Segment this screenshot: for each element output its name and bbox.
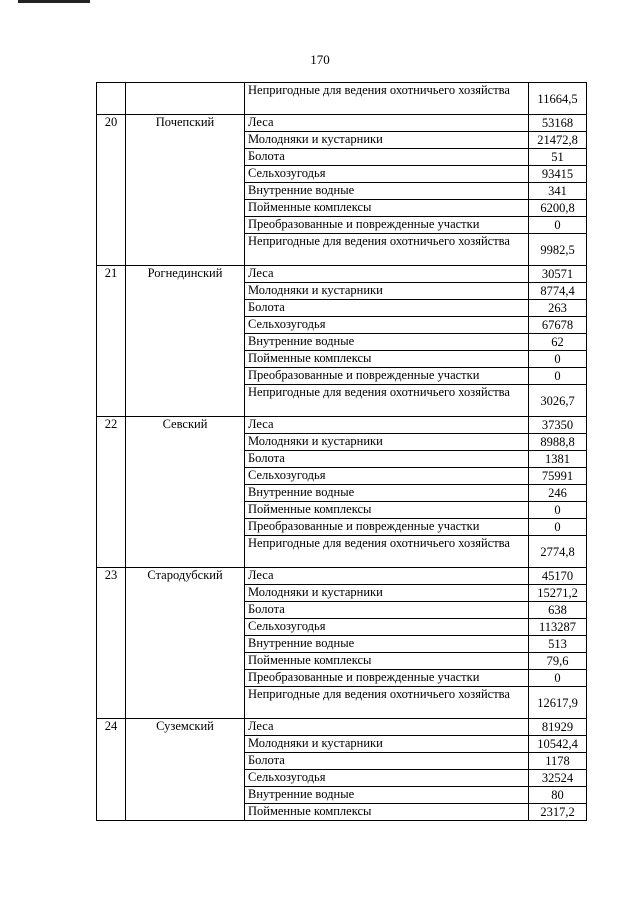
- table-row: [97, 417, 587, 434]
- land-category: Леса: [245, 719, 529, 736]
- area-value: 15271,2: [529, 585, 587, 602]
- area-value: 11664,5: [529, 83, 587, 115]
- land-category: Внутренние водные: [245, 485, 529, 502]
- land-category: Внутренние водные: [245, 183, 529, 200]
- table-row: [97, 568, 587, 585]
- land-category: Леса: [245, 115, 529, 132]
- area-value: 32524: [529, 770, 587, 787]
- area-value: 2317,2: [529, 804, 587, 821]
- district-number: 22: [97, 417, 126, 568]
- district-name: Рогнединский: [126, 266, 245, 417]
- scan-edge-mark: [18, 0, 90, 3]
- district-number: 23: [97, 568, 126, 719]
- area-value: 21472,8: [529, 132, 587, 149]
- area-value: 1381: [529, 451, 587, 468]
- table-row: [97, 266, 587, 283]
- area-value: 67678: [529, 317, 587, 334]
- land-category: Внутренние водные: [245, 334, 529, 351]
- area-value: 638: [529, 602, 587, 619]
- land-category: Внутренние водные: [245, 636, 529, 653]
- area-value: 246: [529, 485, 587, 502]
- area-value: 80: [529, 787, 587, 804]
- land-category: Болота: [245, 451, 529, 468]
- table-row: [97, 83, 587, 115]
- land-category: Молодняки и кустарники: [245, 585, 529, 602]
- land-category: Леса: [245, 568, 529, 585]
- district-name: Суземский: [126, 719, 245, 821]
- area-value: 6200,8: [529, 200, 587, 217]
- area-value: 53168: [529, 115, 587, 132]
- land-category-table: [96, 82, 587, 821]
- district-name: Почепский: [126, 115, 245, 266]
- land-category: Сельхозугодья: [245, 317, 529, 334]
- land-category: Преобразованные и поврежденные участки: [245, 670, 529, 687]
- area-value: 9982,5: [529, 234, 587, 266]
- area-value: 45170: [529, 568, 587, 585]
- area-value: 37350: [529, 417, 587, 434]
- area-value: 12617,9: [529, 687, 587, 719]
- land-category: Непригодные для ведения охотничьего хозяйства: [245, 385, 529, 417]
- land-category: Преобразованные и поврежденные участки: [245, 368, 529, 385]
- area-value: 93415: [529, 166, 587, 183]
- area-value: 0: [529, 351, 587, 368]
- land-category: Сельхозугодья: [245, 166, 529, 183]
- land-category: Преобразованные и поврежденные участки: [245, 217, 529, 234]
- page-number: 170: [310, 52, 330, 67]
- land-category: Пойменные комплексы: [245, 502, 529, 519]
- area-value: 3026,7: [529, 385, 587, 417]
- land-category: Сельхозугодья: [245, 770, 529, 787]
- table-row: [97, 719, 587, 736]
- land-category: Непригодные для ведения охотничьего хозяйства: [245, 83, 529, 115]
- area-value: 81929: [529, 719, 587, 736]
- district-name: [126, 83, 245, 115]
- area-value: 51: [529, 149, 587, 166]
- area-value: 2774,8: [529, 536, 587, 568]
- land-category: Молодняки и кустарники: [245, 283, 529, 300]
- area-value: 75991: [529, 468, 587, 485]
- area-value: 0: [529, 502, 587, 519]
- district-number: 20: [97, 115, 126, 266]
- land-category: Леса: [245, 417, 529, 434]
- area-value: 513: [529, 636, 587, 653]
- land-category: Леса: [245, 266, 529, 283]
- land-category: Сельхозугодья: [245, 468, 529, 485]
- area-value: 263: [529, 300, 587, 317]
- land-category: Пойменные комплексы: [245, 351, 529, 368]
- land-category: Пойменные комплексы: [245, 804, 529, 821]
- table-body: [97, 83, 587, 821]
- district-name: Стародубский: [126, 568, 245, 719]
- area-value: 341: [529, 183, 587, 200]
- area-value: 1178: [529, 753, 587, 770]
- land-category: Болота: [245, 602, 529, 619]
- area-value: 62: [529, 334, 587, 351]
- area-value: 8774,4: [529, 283, 587, 300]
- land-category: Пойменные комплексы: [245, 200, 529, 217]
- land-category: Сельхозугодья: [245, 619, 529, 636]
- land-category: Молодняки и кустарники: [245, 736, 529, 753]
- area-value: 8988,8: [529, 434, 587, 451]
- area-value: 30571: [529, 266, 587, 283]
- land-category: Болота: [245, 149, 529, 166]
- area-value: 0: [529, 368, 587, 385]
- land-category: Преобразованные и поврежденные участки: [245, 519, 529, 536]
- land-category: Молодняки и кустарники: [245, 434, 529, 451]
- land-category: Непригодные для ведения охотничьего хозяйства: [245, 536, 529, 568]
- land-category: Внутренние водные: [245, 787, 529, 804]
- area-value: 79,6: [529, 653, 587, 670]
- district-number: 24: [97, 719, 126, 821]
- area-value: 0: [529, 217, 587, 234]
- area-value: 10542,4: [529, 736, 587, 753]
- area-value: 0: [529, 670, 587, 687]
- district-name: Севский: [126, 417, 245, 568]
- land-category: Непригодные для ведения охотничьего хозяйства: [245, 234, 529, 266]
- area-value: 0: [529, 519, 587, 536]
- land-category: Пойменные комплексы: [245, 653, 529, 670]
- district-number: 21: [97, 266, 126, 417]
- land-category: Болота: [245, 300, 529, 317]
- land-category: Непригодные для ведения охотничьего хозяйства: [245, 687, 529, 719]
- table-row: [97, 115, 587, 132]
- area-value: 113287: [529, 619, 587, 636]
- district-number: [97, 83, 126, 115]
- land-category: Молодняки и кустарники: [245, 132, 529, 149]
- land-category: Болота: [245, 753, 529, 770]
